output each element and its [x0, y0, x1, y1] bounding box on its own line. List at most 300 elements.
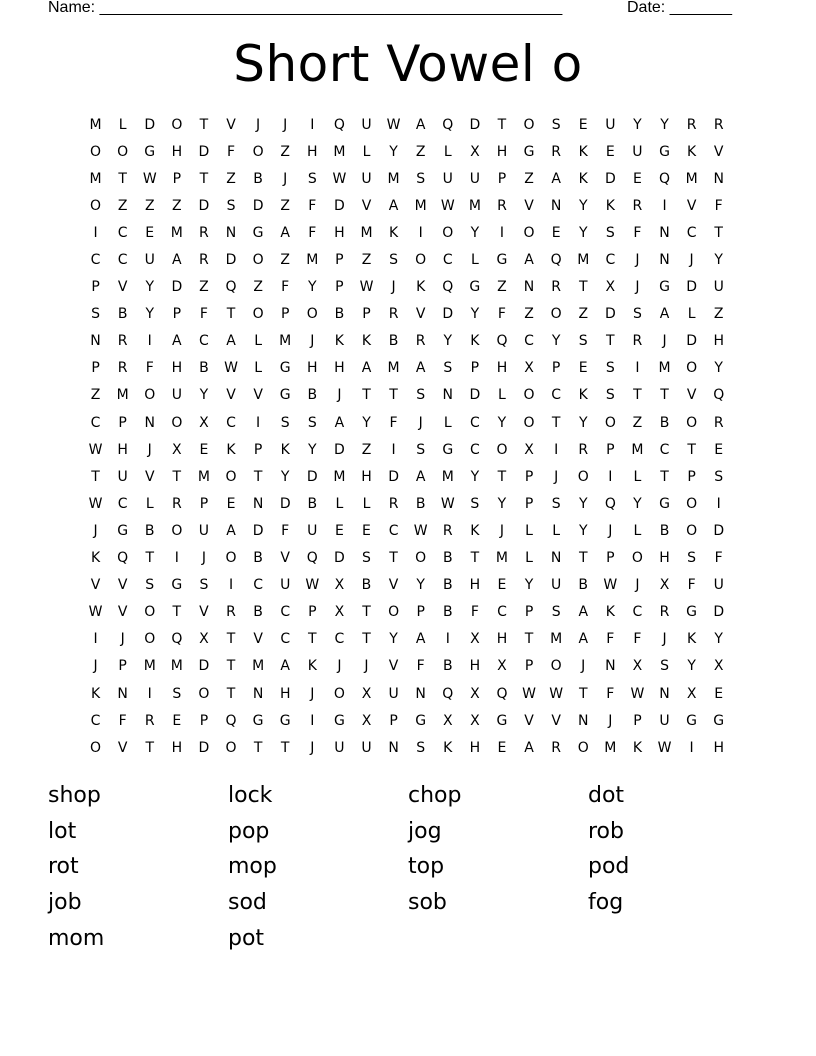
grid-letter[interactable]: P — [497, 170, 507, 187]
grid-letter[interactable]: W — [88, 604, 103, 621]
grid-letter[interactable]: O — [225, 739, 237, 756]
grid-letter[interactable]: R — [199, 224, 209, 241]
grid-letter[interactable]: P — [551, 360, 561, 377]
grid-letter[interactable]: D — [198, 739, 210, 756]
grid-letter[interactable]: V — [361, 197, 372, 214]
grid-letter[interactable]: D — [604, 170, 616, 187]
grid-letter[interactable]: S — [307, 414, 317, 431]
grid-letter[interactable]: K — [470, 333, 480, 350]
grid-letter[interactable]: E — [145, 224, 155, 241]
grid-letter[interactable]: Z — [361, 252, 372, 269]
grid-letter[interactable]: O — [523, 224, 535, 241]
grid-letter[interactable]: J — [93, 658, 98, 675]
grid-letter[interactable]: Z — [117, 197, 128, 214]
grid-letter[interactable]: Y — [578, 522, 588, 539]
grid-letter[interactable]: A — [524, 739, 534, 756]
grid-letter[interactable]: A — [280, 658, 290, 675]
grid-letter[interactable]: V — [388, 577, 399, 594]
grid-letter[interactable]: P — [633, 712, 642, 729]
grid-letter[interactable]: N — [90, 333, 101, 350]
grid-letter[interactable]: I — [256, 414, 261, 431]
grid-letter[interactable]: T — [497, 116, 507, 133]
grid-letter[interactable]: T — [226, 631, 236, 648]
grid-letter[interactable]: J — [256, 116, 261, 133]
grid-letter[interactable]: P — [606, 550, 615, 567]
grid-letter[interactable]: A — [334, 414, 345, 431]
grid-letter[interactable]: I — [608, 468, 613, 485]
grid-letter[interactable]: X — [632, 658, 643, 675]
grid-letter[interactable]: Q — [117, 550, 129, 567]
grid-letter[interactable]: U — [307, 522, 318, 539]
grid-letter[interactable]: F — [281, 522, 290, 539]
grid-letter[interactable]: P — [389, 712, 398, 729]
grid-letter[interactable]: V — [117, 279, 128, 296]
grid-letter[interactable]: B — [578, 577, 589, 594]
grid-letter[interactable]: X — [334, 604, 345, 621]
grid-letter[interactable]: O — [117, 143, 129, 160]
grid-letter[interactable]: V — [199, 604, 209, 621]
grid-letter[interactable]: Q — [604, 495, 616, 512]
grid-letter[interactable]: O — [523, 414, 535, 431]
grid-letter[interactable]: P — [172, 306, 182, 323]
grid-letter[interactable]: O — [442, 224, 454, 241]
grid-letter[interactable]: W — [549, 685, 564, 702]
grid-letter[interactable]: O — [90, 739, 102, 756]
grid-letter[interactable]: A — [415, 631, 426, 648]
grid-letter[interactable]: V — [551, 712, 561, 729]
grid-letter[interactable]: U — [117, 468, 128, 485]
grid-letter[interactable]: K — [90, 685, 101, 702]
grid-letter[interactable]: S — [551, 116, 561, 133]
grid-letter[interactable]: J — [310, 685, 315, 702]
grid-letter[interactable]: W — [522, 685, 536, 702]
grid-letter[interactable]: R — [388, 306, 399, 323]
grid-letter[interactable]: J — [201, 550, 206, 567]
grid-letter[interactable]: C — [117, 252, 128, 269]
grid-letter[interactable]: R — [117, 360, 128, 377]
grid-letter[interactable]: Z — [280, 252, 290, 269]
grid-letter[interactable]: N — [442, 387, 453, 404]
grid-letter[interactable]: B — [199, 360, 209, 377]
grid-letter[interactable]: T — [362, 604, 371, 621]
grid-letter[interactable]: M — [306, 252, 319, 269]
grid-letter[interactable]: M — [577, 252, 590, 269]
grid-letter[interactable]: Y — [714, 631, 723, 648]
grid-letter[interactable]: F — [497, 306, 506, 323]
grid-letter[interactable]: E — [497, 577, 507, 594]
grid-letter[interactable]: N — [252, 495, 264, 512]
grid-letter[interactable]: K — [578, 170, 588, 187]
grid-letter[interactable]: U — [659, 712, 670, 729]
grid-letter[interactable]: S — [362, 550, 371, 567]
grid-letter[interactable]: T — [687, 441, 696, 458]
grid-letter[interactable]: Y — [470, 468, 480, 485]
grid-letter[interactable]: A — [415, 468, 426, 485]
grid-letter[interactable]: M — [197, 468, 210, 485]
grid-letter[interactable]: R — [171, 495, 182, 512]
grid-letter[interactable]: H — [307, 143, 318, 160]
grid-letter[interactable]: D — [198, 197, 210, 214]
grid-letter[interactable]: P — [524, 495, 534, 512]
grid-letter[interactable]: A — [415, 116, 426, 133]
grid-letter[interactable]: S — [416, 739, 426, 756]
grid-letter[interactable]: S — [307, 170, 317, 187]
grid-letter[interactable]: V — [280, 550, 290, 567]
grid-letter[interactable]: O — [523, 387, 535, 404]
grid-letter[interactable]: I — [418, 224, 423, 241]
grid-letter[interactable]: O — [198, 685, 210, 702]
grid-letter[interactable]: S — [91, 306, 100, 323]
grid-letter[interactable]: T — [226, 306, 236, 323]
grid-letter[interactable]: G — [252, 712, 264, 729]
grid-letter[interactable]: B — [442, 550, 453, 567]
grid-letter[interactable]: W — [603, 577, 618, 594]
grid-letter[interactable]: M — [387, 360, 400, 377]
grid-letter[interactable]: Q — [442, 685, 454, 702]
grid-letter[interactable]: D — [469, 116, 481, 133]
grid-letter[interactable]: C — [686, 224, 697, 241]
grid-letter[interactable]: M — [116, 387, 129, 404]
grid-letter[interactable]: X — [172, 441, 182, 458]
grid-letter[interactable]: Q — [550, 252, 562, 269]
grid-letter[interactable]: Z — [253, 279, 263, 296]
grid-letter[interactable]: Z — [713, 306, 724, 323]
grid-letter[interactable]: J — [418, 414, 423, 431]
grid-letter[interactable]: T — [308, 631, 317, 648]
grid-letter[interactable]: U — [334, 739, 345, 756]
grid-letter[interactable]: L — [470, 252, 479, 269]
grid-letter[interactable]: K — [361, 333, 372, 350]
grid-letter[interactable]: P — [91, 360, 100, 377]
grid-letter[interactable]: K — [416, 279, 426, 296]
grid-letter[interactable]: J — [337, 658, 342, 675]
grid-letter[interactable]: X — [470, 712, 480, 729]
grid-letter[interactable]: C — [605, 252, 616, 269]
grid-letter[interactable]: X — [442, 712, 453, 729]
grid-letter[interactable]: U — [144, 252, 155, 269]
grid-letter[interactable]: H — [469, 658, 481, 675]
grid-letter[interactable]: X — [713, 658, 724, 675]
grid-letter[interactable]: Q — [442, 116, 454, 133]
grid-letter[interactable]: O — [144, 631, 156, 648]
grid-letter[interactable]: H — [469, 739, 481, 756]
grid-letter[interactable]: R — [442, 522, 453, 539]
grid-letter[interactable]: Z — [524, 306, 534, 323]
grid-letter[interactable]: J — [283, 116, 288, 133]
grid-letter[interactable]: F — [416, 658, 425, 675]
grid-letter[interactable]: G — [171, 577, 183, 594]
grid-letter[interactable]: C — [117, 495, 128, 512]
grid-letter[interactable]: B — [117, 306, 128, 323]
grid-letter[interactable]: J — [391, 279, 396, 296]
grid-letter[interactable]: Y — [308, 279, 317, 296]
grid-letter[interactable]: G — [442, 441, 454, 458]
grid-letter[interactable]: Z — [226, 170, 236, 187]
grid-letter[interactable]: C — [524, 333, 534, 350]
grid-letter[interactable]: J — [689, 252, 694, 269]
grid-letter[interactable]: F — [226, 143, 236, 160]
grid-letter[interactable]: D — [198, 143, 210, 160]
grid-letter[interactable]: O — [415, 252, 427, 269]
grid-letter[interactable]: P — [118, 414, 127, 431]
grid-letter[interactable]: K — [578, 143, 588, 160]
grid-letter[interactable]: S — [172, 685, 182, 702]
grid-letter[interactable]: W — [386, 116, 401, 133]
grid-letter[interactable]: T — [524, 631, 534, 648]
grid-letter[interactable]: D — [388, 468, 399, 485]
grid-letter[interactable]: F — [308, 224, 317, 241]
grid-letter[interactable]: G — [686, 712, 698, 729]
grid-letter[interactable]: X — [199, 414, 209, 431]
grid-letter[interactable]: T — [660, 387, 669, 404]
grid-letter[interactable]: S — [551, 604, 561, 621]
grid-letter[interactable]: V — [226, 116, 236, 133]
grid-letter[interactable]: C — [280, 631, 291, 648]
grid-letter[interactable]: O — [686, 495, 698, 512]
grid-letter[interactable]: Q — [442, 279, 454, 296]
grid-letter[interactable]: C — [280, 604, 291, 621]
grid-letter[interactable]: S — [389, 252, 399, 269]
grid-letter[interactable]: E — [551, 224, 561, 241]
grid-letter[interactable]: U — [171, 387, 182, 404]
grid-letter[interactable]: F — [606, 685, 615, 702]
grid-letter[interactable]: C — [90, 712, 101, 729]
grid-letter[interactable]: S — [470, 495, 480, 512]
grid-letter[interactable]: G — [659, 279, 670, 296]
grid-letter[interactable]: M — [143, 658, 156, 675]
grid-letter[interactable]: Q — [306, 550, 318, 567]
grid-letter[interactable]: M — [658, 360, 671, 377]
grid-letter[interactable]: G — [659, 495, 670, 512]
grid-letter[interactable]: J — [310, 333, 315, 350]
grid-letter[interactable]: P — [172, 170, 182, 187]
grid-letter[interactable]: C — [334, 631, 345, 648]
grid-letter[interactable]: B — [388, 333, 399, 350]
grid-letter[interactable]: U — [280, 577, 291, 594]
grid-letter[interactable]: I — [499, 224, 505, 241]
grid-letter[interactable]: R — [578, 441, 589, 458]
grid-letter[interactable]: T — [497, 468, 507, 485]
grid-letter[interactable]: A — [361, 360, 372, 377]
grid-letter[interactable]: S — [632, 306, 642, 323]
grid-letter[interactable]: C — [659, 441, 670, 458]
grid-letter[interactable]: F — [308, 197, 317, 214]
grid-letter[interactable]: C — [497, 604, 507, 621]
grid-letter[interactable]: T — [606, 333, 615, 350]
grid-letter[interactable]: Y — [578, 414, 588, 431]
grid-letter[interactable]: O — [577, 739, 589, 756]
grid-letter[interactable]: J — [554, 468, 559, 485]
grid-letter[interactable]: P — [416, 604, 425, 621]
grid-letter[interactable]: C — [90, 414, 101, 431]
grid-letter[interactable]: M — [279, 333, 292, 350]
grid-letter[interactable]: Y — [633, 116, 642, 133]
grid-letter[interactable]: J — [364, 658, 369, 675]
grid-letter[interactable]: D — [334, 197, 345, 214]
grid-letter[interactable]: D — [334, 441, 345, 458]
grid-letter[interactable]: J — [608, 522, 613, 539]
grid-letter[interactable]: M — [604, 739, 617, 756]
grid-letter[interactable]: U — [469, 170, 480, 187]
grid-letter[interactable]: I — [228, 577, 234, 594]
grid-letter[interactable]: A — [226, 333, 236, 350]
grid-letter[interactable]: A — [172, 333, 182, 350]
grid-letter[interactable]: S — [145, 577, 155, 594]
grid-letter[interactable]: F — [389, 414, 398, 431]
grid-letter[interactable]: M — [550, 631, 563, 648]
grid-letter[interactable]: V — [686, 197, 697, 214]
grid-letter[interactable]: O — [686, 522, 698, 539]
grid-letter[interactable]: J — [120, 631, 125, 648]
grid-letter[interactable]: A — [578, 631, 589, 648]
grid-letter[interactable]: J — [337, 387, 342, 404]
grid-letter[interactable]: S — [605, 224, 615, 241]
grid-letter[interactable]: R — [117, 333, 128, 350]
grid-letter[interactable]: F — [145, 360, 154, 377]
grid-letter[interactable]: Y — [470, 306, 480, 323]
grid-letter[interactable]: D — [713, 522, 725, 539]
grid-letter[interactable]: L — [687, 306, 696, 323]
grid-letter[interactable]: V — [253, 631, 263, 648]
grid-letter[interactable]: T — [660, 468, 669, 485]
grid-letter[interactable]: O — [550, 306, 562, 323]
grid-letter[interactable]: I — [689, 739, 694, 756]
grid-letter[interactable]: C — [199, 333, 209, 350]
grid-letter[interactable]: G — [144, 143, 156, 160]
grid-letter[interactable]: L — [362, 495, 371, 512]
grid-letter[interactable]: M — [631, 441, 644, 458]
grid-letter[interactable]: N — [659, 224, 670, 241]
grid-letter[interactable]: S — [551, 495, 561, 512]
grid-letter[interactable]: G — [333, 712, 345, 729]
grid-letter[interactable]: R — [686, 116, 697, 133]
grid-letter[interactable]: B — [442, 604, 453, 621]
grid-letter[interactable]: A — [659, 306, 670, 323]
grid-letter[interactable]: J — [283, 170, 288, 187]
grid-letter[interactable]: P — [362, 306, 371, 323]
grid-letter[interactable]: Z — [497, 279, 507, 296]
grid-letter[interactable]: P — [335, 279, 344, 296]
grid-letter[interactable]: T — [633, 387, 642, 404]
grid-letter[interactable]: X — [470, 685, 480, 702]
grid-letter[interactable]: T — [253, 739, 263, 756]
grid-letter[interactable]: P — [606, 441, 615, 458]
grid-letter[interactable]: K — [687, 631, 697, 648]
grid-letter[interactable]: O — [686, 360, 698, 377]
grid-letter[interactable]: V — [117, 739, 128, 756]
grid-letter[interactable]: Y — [633, 495, 642, 512]
grid-letter[interactable]: I — [445, 631, 450, 648]
grid-letter[interactable]: D — [252, 197, 264, 214]
grid-letter[interactable]: X — [470, 143, 480, 160]
grid-letter[interactable]: T — [91, 468, 100, 485]
grid-letter[interactable]: N — [252, 685, 264, 702]
grid-letter[interactable]: M — [89, 170, 102, 187]
grid-letter[interactable]: L — [552, 522, 561, 539]
grid-letter[interactable]: Y — [389, 143, 398, 160]
grid-letter[interactable]: T — [714, 224, 723, 241]
grid-letter[interactable]: L — [145, 495, 154, 512]
grid-letter[interactable]: B — [253, 170, 263, 187]
grid-letter[interactable]: X — [524, 360, 534, 377]
grid-letter[interactable]: V — [524, 197, 534, 214]
grid-letter[interactable]: I — [93, 224, 98, 241]
grid-letter[interactable]: X — [659, 577, 670, 594]
grid-letter[interactable]: A — [280, 224, 290, 241]
grid-letter[interactable]: P — [470, 360, 480, 377]
grid-letter[interactable]: W — [88, 495, 103, 512]
grid-letter[interactable]: I — [310, 712, 315, 729]
grid-letter[interactable]: A — [551, 170, 561, 187]
grid-letter[interactable]: R — [659, 604, 670, 621]
grid-letter[interactable]: C — [90, 252, 101, 269]
grid-letter[interactable]: M — [170, 224, 183, 241]
grid-letter[interactable]: R — [713, 414, 724, 431]
grid-letter[interactable]: B — [253, 604, 263, 621]
grid-letter[interactable]: O — [252, 143, 264, 160]
grid-letter[interactable]: R — [415, 333, 426, 350]
grid-letter[interactable]: T — [362, 631, 371, 648]
grid-letter[interactable]: H — [171, 143, 183, 160]
grid-letter[interactable]: M — [468, 197, 481, 214]
grid-letter[interactable]: B — [334, 306, 345, 323]
grid-letter[interactable]: G — [117, 522, 129, 539]
grid-letter[interactable]: P — [524, 604, 534, 621]
grid-letter[interactable]: D — [604, 306, 616, 323]
grid-letter[interactable]: V — [144, 468, 155, 485]
grid-letter[interactable]: C — [226, 414, 236, 431]
grid-letter[interactable]: N — [144, 414, 155, 431]
grid-letter[interactable]: T — [172, 468, 182, 485]
grid-letter[interactable]: U — [551, 577, 562, 594]
grid-letter[interactable]: U — [713, 577, 724, 594]
grid-letter[interactable]: S — [714, 468, 724, 485]
date-field[interactable]: Date: _______ — [627, 0, 732, 16]
grid-letter[interactable]: P — [308, 604, 317, 621]
grid-letter[interactable]: J — [608, 712, 613, 729]
grid-letter[interactable]: H — [496, 360, 508, 377]
grid-letter[interactable]: P — [118, 658, 127, 675]
grid-letter[interactable]: N — [659, 252, 670, 269]
grid-letter[interactable]: W — [440, 197, 455, 214]
grid-letter[interactable]: I — [147, 333, 152, 350]
grid-letter[interactable]: K — [687, 143, 697, 160]
grid-letter[interactable]: M — [685, 170, 698, 187]
grid-letter[interactable]: T — [253, 468, 263, 485]
grid-letter[interactable]: M — [414, 197, 427, 214]
grid-letter[interactable]: T — [470, 550, 480, 567]
grid-letter[interactable]: W — [657, 739, 672, 756]
grid-letter[interactable]: F — [470, 604, 479, 621]
grid-letter[interactable]: R — [388, 495, 399, 512]
grid-letter[interactable]: K — [90, 550, 101, 567]
grid-letter[interactable]: Z — [632, 414, 643, 431]
grid-letter[interactable]: C — [253, 577, 263, 594]
grid-letter[interactable]: J — [310, 739, 315, 756]
grid-letter[interactable]: U — [361, 739, 372, 756]
grid-letter[interactable]: L — [118, 116, 127, 133]
grid-letter[interactable]: A — [415, 360, 426, 377]
grid-letter[interactable]: R — [551, 143, 561, 160]
grid-letter[interactable]: K — [226, 441, 236, 458]
grid-letter[interactable]: D — [225, 252, 237, 269]
grid-letter[interactable]: A — [524, 252, 534, 269]
grid-letter[interactable]: P — [253, 441, 263, 458]
grid-letter[interactable]: T — [226, 685, 236, 702]
grid-letter[interactable]: X — [497, 658, 507, 675]
grid-letter[interactable]: S — [660, 658, 669, 675]
grid-letter[interactable]: N — [523, 279, 535, 296]
